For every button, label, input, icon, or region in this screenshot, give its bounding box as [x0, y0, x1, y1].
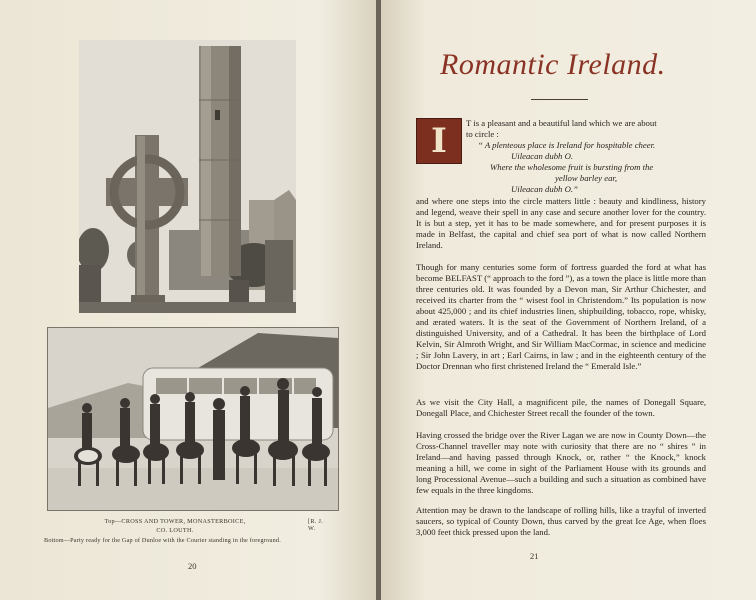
intro-line-2: to circle :: [466, 129, 499, 139]
verse-line: Uileacan dubh O.”: [511, 184, 578, 194]
verse-line: Uileacan dubh O.: [511, 151, 574, 161]
caption-photo-credit: [R. J. W.: [308, 518, 324, 532]
verse-line: Where the wholesome fruit is bursting from the: [490, 162, 654, 172]
photo-caption-bottom: Bottom—Party ready for the Gap of Dunloe with the Courier standing in the foreground.: [44, 537, 281, 544]
paragraph: Having crossed the bridge over the River Lagan we are now in County Down—the Cross-Channel traveller may note with curiosity that there are no “ shires ” in Ireland—and having passed through Knock, or, rather “ the Knock,” knock meaning a hill, we come in sight of the Parliament House with its grounds and long Processional Avenue—such a building and such a situation as combined have few equals in the three kingdoms.: [416, 430, 706, 495]
paragraph: Attention may be drawn to the landscape of rolling hills, like a trayful of inverted saucers, so typical of County Down, thus carved by the great Ice Age, when floes 3,000 feet thick pressed upon the land.: [416, 505, 706, 537]
intro-line-1: T is a pleasant and a beautiful land which we are about: [466, 118, 657, 128]
paragraph: As we visit the City Hall, a magnificent pile, the names of Donegall Square, Donegall Place, and Chichester Street recall the founder of the town.: [416, 397, 706, 418]
chapter-title: Romantic Ireland.: [440, 48, 666, 81]
caption-top-main: Top—CROSS AND TOWER, MONASTERBOICE,: [104, 518, 246, 525]
verse-line: “ A plenteous place is Ireland for hospitable cheer.: [478, 140, 656, 150]
drop-cap: [416, 118, 462, 164]
title-divider: [531, 99, 588, 100]
photo-party-gap-of-dunloe: [47, 327, 339, 511]
verse-line: yellow barley ear,: [555, 173, 618, 183]
paragraph: and where one steps into the circle matters little : beauty and kindliness, history and legend, weave their spell in any case and secure another lover for the country. It is but a step, yet it has to be made somewhere, and for present purposes it is made in Belfast, the capital and chief sea port of what is now called Northern Ireland.: [416, 196, 706, 250]
photo-cross-and-tower: [79, 40, 296, 313]
page-number-left: 20: [188, 561, 197, 571]
drop-cap-letter: I: [431, 121, 447, 161]
left-page: [0, 0, 376, 600]
page-number-right: 21: [530, 551, 539, 561]
caption-top-location: CO. LOUTH.: [156, 527, 194, 534]
paragraph: Though for many centuries some form of fortress guarded the ford at what has become BELFAST (“ approach to the ford ”), as a town the place is little more than three centuries old. It was founded by a Devon man, Sir Arthur Chichester, and received its charter from the “ wisest fool in Christendom.” Its population is now about 425,000 ; and its chief industries linen, shipbuilding, tobacco, rope, whisky, and ærated waters. It is the seat of the Government of Northern Ireland, of a distinguished University, and of a Cathedral. It has been the birthplace of Lord Kelvin, Sir Almroth Wright, and Sir William MacCormac, in science and medicine ; Sir John Lavery, in art ; Earl Cairns, in law ; and in the eighteenth century of the Doctor Drennan who first christened Ireland the “ Emerald Isle.”: [416, 262, 706, 371]
